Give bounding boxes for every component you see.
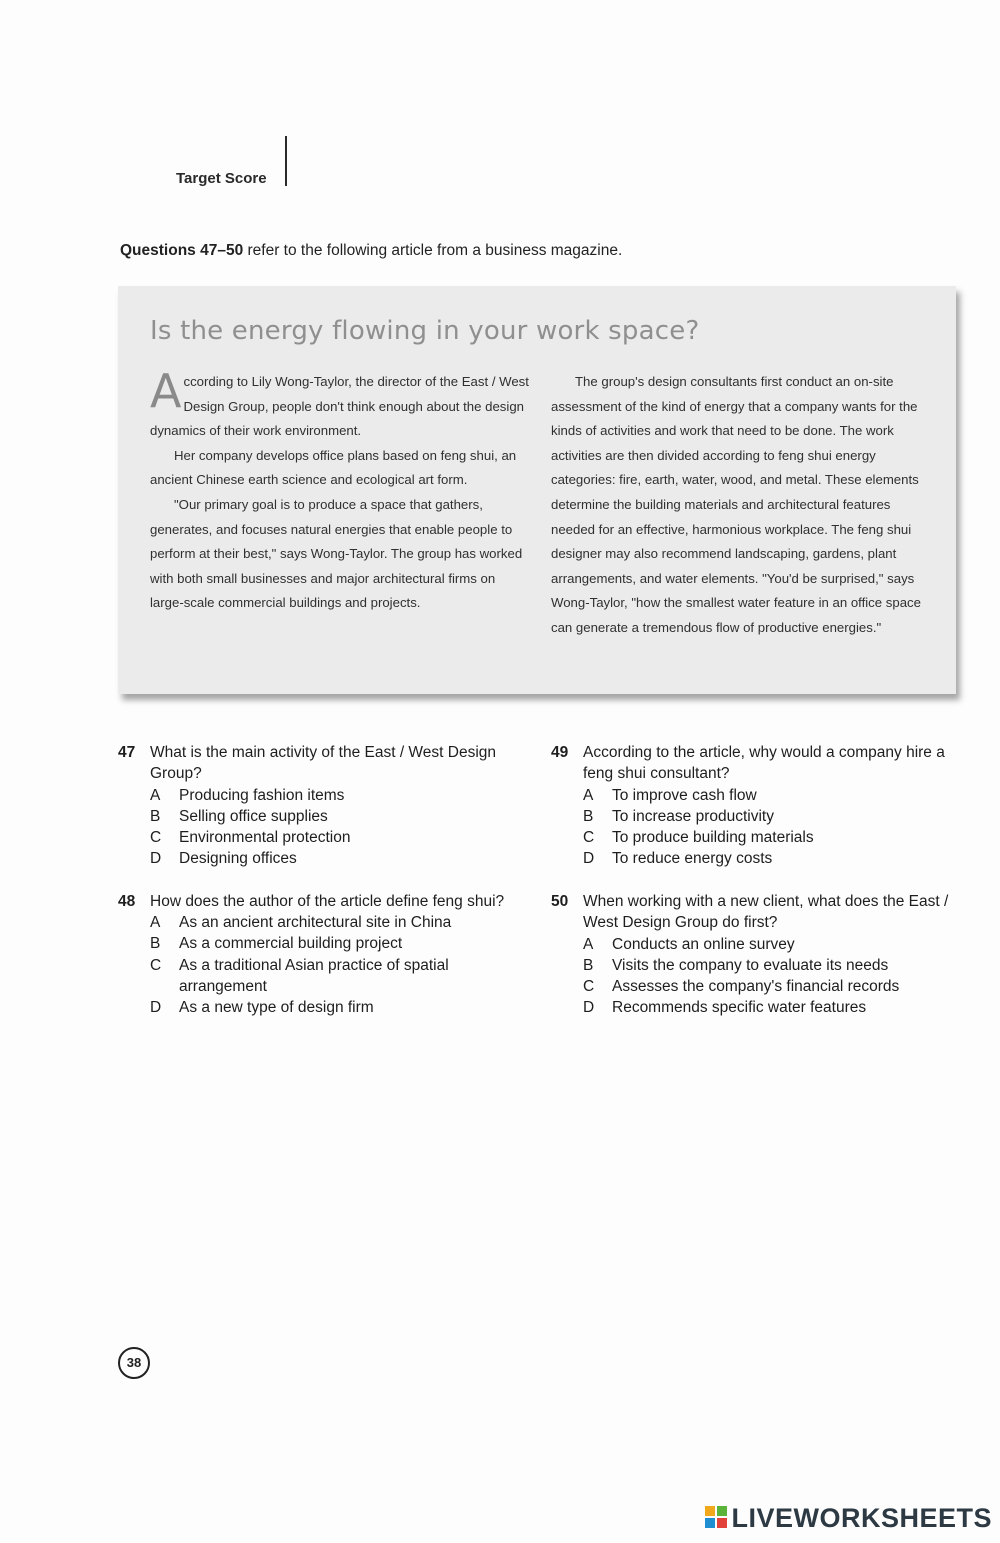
option-letter: A [583, 936, 594, 953]
article-title: Is the energy flowing in your work space? [150, 316, 700, 346]
header-divider [285, 136, 287, 186]
option-text: As an ancient architectural site in China [179, 914, 452, 931]
option-text: Selling office supplies [179, 808, 328, 825]
option-letter: C [583, 829, 595, 846]
intro-text: refer to the following article from a business magazine. [243, 242, 623, 259]
option-text: To increase productivity [612, 808, 774, 825]
option-text: Designing offices [179, 850, 297, 867]
drop-cap: A [150, 364, 182, 418]
page-number: 38 [118, 1347, 150, 1379]
question-stem: How does the author of the article define feng shui? [150, 893, 505, 910]
option-letter: B [150, 935, 161, 952]
option-letter: A [150, 914, 161, 931]
option-text: To reduce energy costs [612, 850, 773, 867]
option-text: To produce building materials [612, 829, 814, 846]
option-letter: B [583, 957, 594, 974]
question-stem: What is the main activity of the East / West Design Group? [150, 744, 497, 783]
article-paragraph-2: Her company develops office plans based on feng shui, an ancient Chinese earth science and ecological art form. [150, 447, 517, 488]
option-letter: D [583, 850, 595, 867]
option-text: Recommends specific water features [612, 999, 867, 1016]
question-number: 49 [551, 744, 569, 761]
option-text: Visits the company to evaluate its needs [612, 957, 889, 974]
option-text: To improve cash flow [612, 787, 757, 804]
question-intro [120, 242, 622, 260]
option-letter: D [150, 850, 162, 867]
option-letter: C [150, 957, 162, 974]
article-left-column [150, 364, 530, 616]
option-letter: A [583, 787, 594, 804]
article-paragraph-4: The group's design consultants first conduct an on-site assessment of the kind of energy that a company wants for the kinds of activities and work that need to be done. The work activities are then divided according to feng shui energy categories: fire, earth, water, wood, and metal. These elements determine the building materials and architectural features needed for an effective, harmonious workplace. The feng shui designer may also recommend landscaping, gardens, plant arrangements, and water elements. "You'd be surprised," says Wong-Taylor, "how the smallest water feature in an office space can generate a tremendous flow of productive energies." [551, 374, 921, 635]
option-letter: D [150, 999, 162, 1016]
article-paragraph-3: "Our primary goal is to produce a space that gathers, generates, and focuses natural energies that enable people to perform at their best," says Wong-Taylor. The group has worked with both small businesses and major architectural firms on large-scale commercial buildings and projects. [150, 496, 523, 611]
article-right-column [551, 370, 931, 641]
option-text: As a traditional Asian practice of spatial arrangement [179, 957, 449, 996]
option-letter: B [583, 808, 594, 825]
option-text: As a commercial building project [179, 935, 403, 952]
article-clipping [118, 286, 956, 694]
question-number: 50 [551, 893, 569, 910]
brand-text: LIVEWORKSHEETS [731, 1503, 992, 1533]
option-letter: B [150, 808, 161, 825]
option-text: Conducts an online survey [612, 936, 795, 953]
option-letter: C [150, 829, 162, 846]
liveworksheets-logo-icon [705, 1504, 727, 1535]
option-letter: C [583, 978, 595, 995]
question-stem: When working with a new client, what does the East / West Design Group do first? [583, 893, 949, 932]
option-text: Producing fashion items [179, 787, 345, 804]
question-number: 48 [118, 893, 136, 910]
question-number: 47 [118, 744, 136, 761]
article-paragraph-1: ccording to Lily Wong-Taylor, the director of the East / West Design Group, people don't think enough about the design dynamics of their work environment. [150, 374, 529, 439]
option-text: Environmental protection [179, 829, 351, 846]
option-text: As a new type of design firm [179, 999, 374, 1016]
question-stem: According to the article, why would a company hire a feng shui consultant? [583, 744, 945, 783]
question-range: Questions 47–50 [120, 242, 244, 259]
option-letter: A [150, 787, 161, 804]
option-letter: D [583, 999, 595, 1016]
target-score-label: Target Score [176, 170, 267, 187]
option-text: Assesses the company's financial records [612, 978, 900, 995]
liveworksheets-brand[interactable] [705, 1503, 992, 1535]
